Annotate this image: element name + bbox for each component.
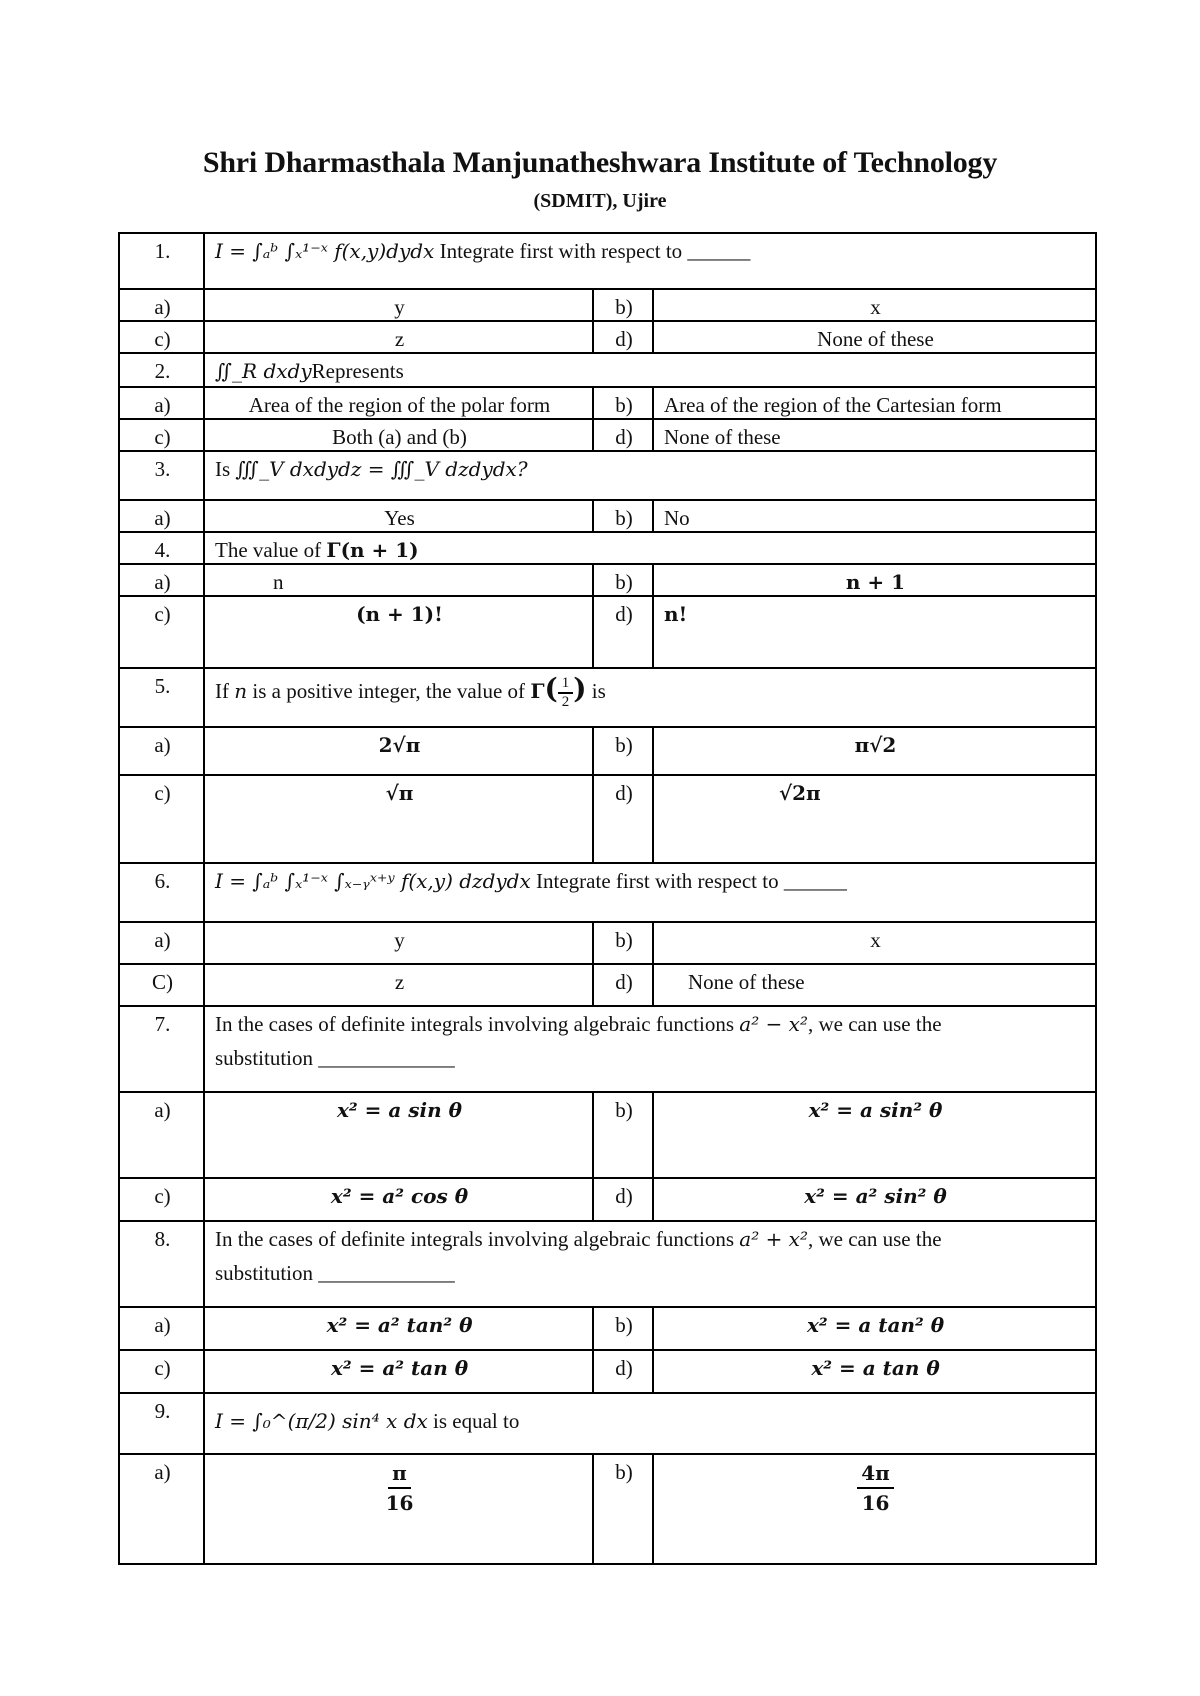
option-row bbox=[119, 564, 1096, 596]
question-table bbox=[118, 232, 1097, 1565]
option-value: x² = a sin θ bbox=[204, 1092, 593, 1178]
option-value: x bbox=[653, 289, 1096, 321]
document-header bbox=[0, 146, 1200, 213]
option-value: x² = a tan θ bbox=[653, 1350, 1096, 1393]
option-value: (n + 1)! bbox=[204, 596, 593, 668]
question-row bbox=[119, 1006, 1096, 1092]
option-label: a) bbox=[119, 387, 204, 419]
question-label: is a positive integer, the value of bbox=[247, 678, 531, 703]
option-value: n! bbox=[653, 596, 1096, 668]
institute-subtitle: (SDMIT), Ujire bbox=[533, 190, 667, 212]
option-value: Area of the region of the Cartesian form bbox=[653, 387, 1096, 419]
question-number: 5. bbox=[119, 668, 204, 727]
question-math: a² − x² bbox=[739, 1012, 808, 1036]
question-number: 4. bbox=[119, 532, 204, 564]
option-label: a) bbox=[119, 1454, 204, 1564]
option-label: b) bbox=[593, 500, 653, 532]
option-row bbox=[119, 419, 1096, 451]
option-label: a) bbox=[119, 922, 204, 964]
question-row bbox=[119, 353, 1096, 387]
question-number: 6. bbox=[119, 863, 204, 922]
option-label: a) bbox=[119, 1307, 204, 1350]
option-value: Yes bbox=[204, 500, 593, 532]
option-label: d) bbox=[593, 775, 653, 863]
option-value: y bbox=[204, 289, 593, 321]
fraction-numerator: 4π bbox=[857, 1459, 894, 1489]
paren-close: ) bbox=[573, 671, 587, 705]
question-label: substitution _____________ bbox=[215, 1261, 455, 1285]
question-label: Represents bbox=[311, 359, 404, 383]
institute-title: Shri Dharmasthala Manjunatheshwara Institute of Technology bbox=[202, 146, 998, 179]
question-math: I = ∫ₐᵇ ∫ₓ¹⁻ˣ f(x,y)dydx bbox=[215, 239, 435, 263]
question-text bbox=[204, 668, 1096, 727]
option-label: c) bbox=[119, 596, 204, 668]
option-row bbox=[119, 289, 1096, 321]
option-label: a) bbox=[119, 1092, 204, 1178]
option-row bbox=[119, 596, 1096, 668]
option-label: b) bbox=[593, 289, 653, 321]
option-row bbox=[119, 1307, 1096, 1350]
option-label: c) bbox=[119, 1178, 204, 1221]
option-value: z bbox=[204, 964, 593, 1006]
option-value: x² = a tan² θ bbox=[653, 1307, 1096, 1350]
question-math: Γ bbox=[530, 678, 545, 703]
question-row bbox=[119, 1221, 1096, 1307]
question-text bbox=[204, 1006, 1096, 1092]
option-label: c) bbox=[119, 1350, 204, 1393]
option-label: c) bbox=[119, 775, 204, 863]
question-label: Integrate first with respect to ______ bbox=[434, 239, 751, 263]
option-label: a) bbox=[119, 727, 204, 775]
question-text bbox=[204, 451, 1096, 500]
option-value: x bbox=[653, 922, 1096, 964]
question-label: The value of bbox=[215, 538, 327, 562]
option-label: a) bbox=[119, 564, 204, 596]
option-label: d) bbox=[593, 1350, 653, 1393]
option-value bbox=[204, 1454, 593, 1564]
option-value: None of these bbox=[653, 321, 1096, 353]
option-label: d) bbox=[593, 419, 653, 451]
question-label: , we can use the bbox=[807, 1227, 942, 1251]
fraction bbox=[386, 1459, 414, 1517]
option-label: b) bbox=[593, 727, 653, 775]
question-math: n bbox=[234, 678, 248, 703]
question-row bbox=[119, 532, 1096, 564]
option-value bbox=[653, 1454, 1096, 1564]
question-text bbox=[204, 863, 1096, 922]
option-value: π√2 bbox=[653, 727, 1096, 775]
option-value: x² = a sin² θ bbox=[653, 1092, 1096, 1178]
question-math: Γ(n + 1) bbox=[326, 538, 419, 562]
fraction bbox=[857, 1459, 894, 1517]
option-row bbox=[119, 1178, 1096, 1221]
question-number: 3. bbox=[119, 451, 204, 500]
option-row bbox=[119, 922, 1096, 964]
option-label: c) bbox=[119, 321, 204, 353]
option-label: b) bbox=[593, 564, 653, 596]
fraction bbox=[558, 675, 574, 711]
option-label: C) bbox=[119, 964, 204, 1006]
question-label: Integrate first with respect to ______ bbox=[530, 869, 847, 893]
question-row bbox=[119, 1393, 1096, 1454]
option-value: n + 1 bbox=[653, 564, 1096, 596]
question-math: a² + x² bbox=[739, 1227, 808, 1251]
question-math: I = ∫₀^(π/2) sin⁴ x dx bbox=[215, 1409, 428, 1433]
question-text bbox=[204, 1393, 1096, 1454]
option-label: b) bbox=[593, 1307, 653, 1350]
option-label: a) bbox=[119, 289, 204, 321]
option-row bbox=[119, 964, 1096, 1006]
paren-open: ( bbox=[544, 671, 558, 705]
option-value: z bbox=[204, 321, 593, 353]
option-label: b) bbox=[593, 387, 653, 419]
option-value: x² = a² sin² θ bbox=[653, 1178, 1096, 1221]
question-number: 2. bbox=[119, 353, 204, 387]
option-label: b) bbox=[593, 1454, 653, 1564]
fraction-denominator: 16 bbox=[385, 1491, 414, 1515]
option-value: None of these bbox=[653, 964, 1096, 1006]
question-math: ∭_V dxdydz = ∭_V dzdydx? bbox=[235, 457, 528, 481]
fraction-numerator: π bbox=[388, 1459, 411, 1489]
option-value: √2π bbox=[653, 775, 1096, 863]
question-row bbox=[119, 668, 1096, 727]
option-value: No bbox=[653, 500, 1096, 532]
question-math: ∬_R dxdy bbox=[215, 359, 312, 383]
fraction-numerator: 1 bbox=[558, 675, 574, 694]
option-row bbox=[119, 775, 1096, 863]
option-label: d) bbox=[593, 1178, 653, 1221]
question-number: 7. bbox=[119, 1006, 204, 1092]
option-value: Both (a) and (b) bbox=[204, 419, 593, 451]
option-label: d) bbox=[593, 964, 653, 1006]
option-row bbox=[119, 321, 1096, 353]
question-label: is bbox=[586, 678, 606, 703]
option-row bbox=[119, 1454, 1096, 1564]
question-label: , we can use the bbox=[807, 1012, 942, 1036]
option-value: x² = a² tan θ bbox=[204, 1350, 593, 1393]
question-number: 9. bbox=[119, 1393, 204, 1454]
option-label: c) bbox=[119, 419, 204, 451]
question-math: I = ∫ₐᵇ ∫ₓ¹⁻ˣ ∫ₓ₋ᵧˣ⁺ʸ f(x,y) dzdydx bbox=[215, 869, 531, 893]
question-number: 8. bbox=[119, 1221, 204, 1307]
question-label: In the cases of definite integrals involving algebraic functions bbox=[215, 1227, 740, 1251]
option-value: y bbox=[204, 922, 593, 964]
question-label: Is bbox=[215, 457, 236, 481]
question-row bbox=[119, 451, 1096, 500]
question-text bbox=[204, 233, 1096, 289]
option-value: x² = a² tan² θ bbox=[204, 1307, 593, 1350]
option-value: n bbox=[204, 564, 593, 596]
option-row bbox=[119, 500, 1096, 532]
option-row bbox=[119, 727, 1096, 775]
option-label: d) bbox=[593, 596, 653, 668]
option-value: x² = a² cos θ bbox=[204, 1178, 593, 1221]
option-label: b) bbox=[593, 1092, 653, 1178]
option-value: None of these bbox=[653, 419, 1096, 451]
fraction-denominator: 2 bbox=[561, 694, 570, 710]
question-text bbox=[204, 532, 1096, 564]
option-label: b) bbox=[593, 922, 653, 964]
question-text bbox=[204, 353, 1096, 387]
fraction-denominator: 16 bbox=[861, 1491, 890, 1515]
option-label: d) bbox=[593, 321, 653, 353]
option-row bbox=[119, 387, 1096, 419]
question-label: In the cases of definite integrals involving algebraic functions bbox=[215, 1012, 740, 1036]
question-number: 1. bbox=[119, 233, 204, 289]
option-row bbox=[119, 1092, 1096, 1178]
option-value: 2√π bbox=[204, 727, 593, 775]
question-label: substitution _____________ bbox=[215, 1046, 455, 1070]
question-row bbox=[119, 863, 1096, 922]
option-row bbox=[119, 1350, 1096, 1393]
question-text bbox=[204, 1221, 1096, 1307]
question-row bbox=[119, 233, 1096, 289]
option-value: √π bbox=[204, 775, 593, 863]
question-label: If bbox=[215, 678, 235, 703]
option-value: Area of the region of the polar form bbox=[204, 387, 593, 419]
option-label: a) bbox=[119, 500, 204, 532]
question-label: is equal to bbox=[427, 1409, 520, 1433]
